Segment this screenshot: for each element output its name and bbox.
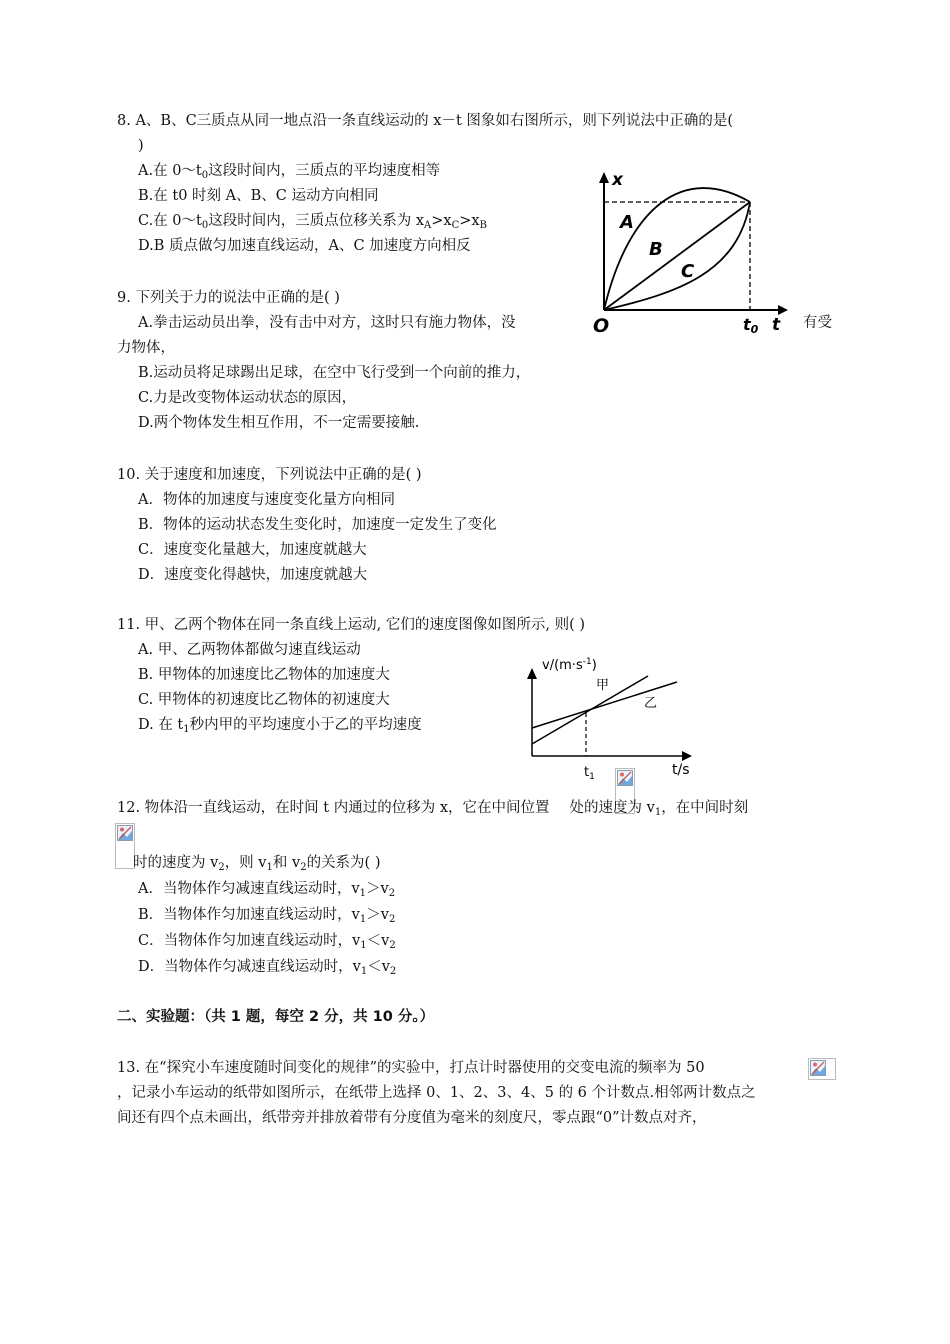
q10-option-b: B．物体的运动状态发生变化时，加速度一定发生了变化 xyxy=(138,517,497,533)
q8-option-b: B.在 t0 时刻 A、B、C 运动方向相同 xyxy=(138,188,379,204)
q10-stem: 10. 关于速度和加速度，下列说法中正确的是( ) xyxy=(117,467,422,483)
xt-label-c: C xyxy=(681,261,695,282)
xt-graph xyxy=(588,168,818,340)
q8-option-d: D.B 质点做匀加速直线运动，A、C 加速度方向相反 xyxy=(138,238,471,254)
q9-option-a-line2: 力物体， xyxy=(117,340,175,356)
xt-t0-label: t0 xyxy=(743,315,759,336)
broken-image-placeholder xyxy=(808,1058,836,1080)
q11-option-d: D. 在 $t_1$秒内甲的平均速度小于乙的平均速度 xyxy=(138,717,422,735)
q10-option-c: C．速度变化量越大，加速度就越大 xyxy=(138,542,367,558)
vt-y-arrow xyxy=(527,668,537,679)
vt-graph xyxy=(520,652,705,784)
vt-y-label: $v/(m\cdot s^{-1})$ xyxy=(542,657,597,673)
q11-stem: 11. 甲、乙两个物体在同一条直线上运动, 它们的速度图像如图所示, 则( ) xyxy=(117,617,586,633)
vt-x-label: t/s xyxy=(672,762,690,778)
xt-axis-t-label: t xyxy=(772,315,781,335)
vt-label-jia: 甲 xyxy=(596,678,610,693)
xt-axis-x-label: x xyxy=(612,170,623,190)
q12-option-b: B．当物体作匀加速直线运动时，$v_1>v_2$ xyxy=(138,907,396,925)
q8-stem: 8. A、B、C三质点从同一地点沿一条直线运动的 x－t 图象如右图所示，则下列说法中正确的是( xyxy=(117,113,734,129)
q9-option-a-line1: A.拳击运动员出拳，没有击中对方，这时只有施力物体，没 xyxy=(138,315,516,331)
q12-line1: 12. 物体沿一直线运动，在时间 t 内通过的位移为 x，它在中间位置 处的速度为 $v_1$，在中间时刻 xyxy=(117,800,749,818)
q11-option-a: A. 甲、乙两物体都做匀速直线运动 xyxy=(138,642,361,658)
xt-origin-label: O xyxy=(593,315,610,337)
q9-option-d: D.两个物体发生相互作用，不一定需要接触. xyxy=(138,415,420,431)
q8-close: ) xyxy=(138,138,144,154)
q8-option-c: C.在 $0\sim t_0$这段时间内，三质点位移关系为 $x_A>x_C>x_B$ xyxy=(138,213,487,231)
broken-image-icon xyxy=(810,1060,826,1076)
q13-line2: ，记录小车运动的纸带如图所示，在纸带上选择 0、1、2、3、4、5 的 6 个计数点.相邻两计数点之 xyxy=(117,1085,756,1101)
q11-option-c: C. 甲物体的初速度比乙物体的初速度大 xyxy=(138,692,390,708)
q12-line2: 时的速度为 $v_2$，则 $v_1$和 $v_2$的关系为( ) xyxy=(133,855,381,873)
q12-option-d: D．当物体作匀减速直线运动时，$v_1<v_2$ xyxy=(138,959,397,977)
q10-option-a: A．物体的加速度与速度变化量方向相同 xyxy=(138,492,395,508)
q9-stem: 9. 下列关于力的说法中正确的是( ) xyxy=(117,290,340,306)
q11-option-b: B. 甲物体的加速度比乙物体的加速度大 xyxy=(138,667,390,683)
q12-option-a: A．当物体作匀减速直线运动时，$v_1>v_2$ xyxy=(138,881,396,899)
broken-image-placeholder xyxy=(115,823,135,869)
q9-option-b: B.运动员将足球踢出足球，在空中飞行受到一个向前的推力， xyxy=(138,365,531,381)
vt-t1-label: $t_1$ xyxy=(584,765,595,782)
xt-t-arrow xyxy=(778,305,788,315)
xt-curve-a xyxy=(604,188,750,310)
xt-label-b: B xyxy=(649,239,663,260)
q13-line1: 13. 在“探究小车速度随时间变化的规律”的实验中，打点计时器使用的交变电流的频率为 50 xyxy=(117,1060,705,1076)
q13-line3: 间还有四个点未画出，纸带旁并排放着带有分度值为毫米的刻度尺，零点跟“0”计数点对齐， xyxy=(117,1110,707,1126)
section2-title: 二、实验题：（共 1 题，每空 2 分，共 10 分。） xyxy=(117,1009,435,1025)
q9-option-c: C.力是改变物体运动状态的原因， xyxy=(138,390,357,406)
q12-option-c: C．当物体作匀加速直线运动时，$v_1<v_2$ xyxy=(138,933,396,951)
broken-image-icon xyxy=(117,825,133,841)
q9-option-a-tail: 有受 xyxy=(803,315,832,331)
q10-option-d: D．速度变化得越快，加速度就越大 xyxy=(138,567,368,583)
broken-image-icon xyxy=(617,770,633,786)
xt-label-a: A xyxy=(620,212,634,233)
vt-x-arrow xyxy=(682,751,692,761)
xt-x-arrow xyxy=(599,172,609,183)
q8-option-a: A.在 $0\sim t_0$这段时间内，三质点的平均速度相等 xyxy=(138,163,441,181)
vt-label-yi: 乙 xyxy=(644,696,658,711)
